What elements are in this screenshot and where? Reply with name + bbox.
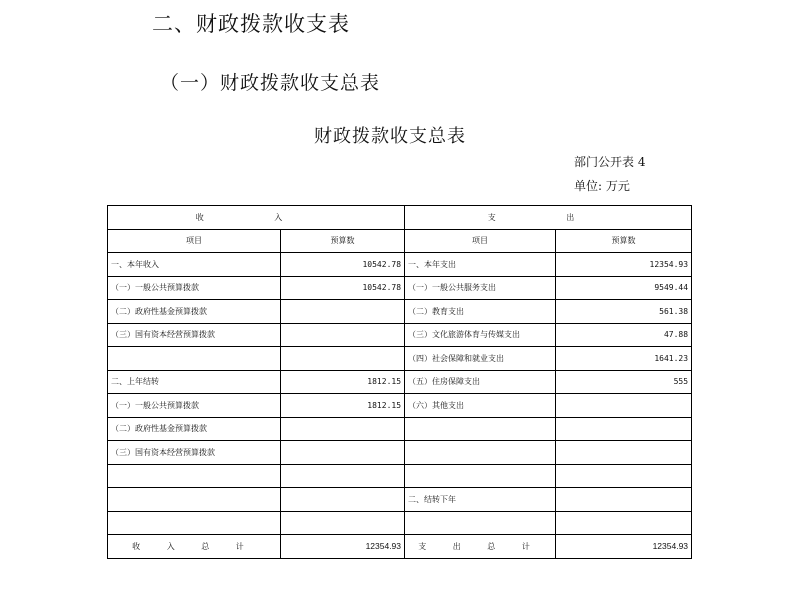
expense-value-cell: 561.38 bbox=[556, 300, 692, 324]
income-value-cell: 10542.78 bbox=[281, 276, 405, 300]
total-row bbox=[108, 535, 692, 559]
income-item-cell: 一、本年收入 bbox=[108, 253, 281, 277]
unit-label: 单位: 万元 bbox=[574, 179, 630, 193]
expense-item-cell: （四）社会保障和就业支出 bbox=[405, 347, 556, 371]
expense-item-cell bbox=[405, 511, 556, 535]
form-number: 部门公开表 4 bbox=[574, 155, 646, 169]
expense-total-label: 支 出 总 计 bbox=[405, 535, 556, 559]
expense-item-cell: （一）一般公共服务支出 bbox=[405, 276, 556, 300]
expense-value-cell: 12354.93 bbox=[556, 253, 692, 277]
table-row bbox=[108, 300, 692, 324]
expense-value-cell bbox=[556, 488, 692, 512]
section-heading: 二、财政拨款收支表 bbox=[152, 12, 350, 36]
income-header: 收 入 bbox=[108, 206, 405, 230]
expense-value-cell bbox=[556, 464, 692, 488]
income-item-cell: （三）国有资本经营预算拨款 bbox=[108, 323, 281, 347]
expense-item-cell: 一、本年支出 bbox=[405, 253, 556, 277]
income-total-value: 12354.93 bbox=[281, 535, 405, 559]
table-row bbox=[108, 276, 692, 300]
table-row bbox=[108, 464, 692, 488]
table-row bbox=[108, 441, 692, 465]
table-row bbox=[108, 347, 692, 371]
income-value-cell: 1812.15 bbox=[281, 370, 405, 394]
expense-item-cell: （二）教育支出 bbox=[405, 300, 556, 324]
income-value-cell: 10542.78 bbox=[281, 253, 405, 277]
budget-table bbox=[107, 205, 692, 559]
subsection-heading: （一）财政拨款收支总表 bbox=[160, 72, 381, 94]
expense-header: 支 出 bbox=[405, 206, 692, 230]
column-header-row bbox=[108, 229, 692, 253]
expense-item-header: 项目 bbox=[405, 229, 556, 253]
income-value-cell bbox=[281, 511, 405, 535]
income-item-cell bbox=[108, 464, 281, 488]
income-value-cell bbox=[281, 323, 405, 347]
income-total-label: 收 入 总 计 bbox=[108, 535, 281, 559]
income-item-cell bbox=[108, 488, 281, 512]
expense-value-cell: 9549.44 bbox=[556, 276, 692, 300]
expense-value-cell bbox=[556, 511, 692, 535]
income-item-header: 项目 bbox=[108, 229, 281, 253]
expense-item-cell bbox=[405, 417, 556, 441]
expense-value-cell: 47.88 bbox=[556, 323, 692, 347]
income-value-cell bbox=[281, 441, 405, 465]
expense-total-value: 12354.93 bbox=[556, 535, 692, 559]
income-item-cell bbox=[108, 511, 281, 535]
expense-value-cell: 555 bbox=[556, 370, 692, 394]
expense-item-cell bbox=[405, 464, 556, 488]
table-row bbox=[108, 488, 692, 512]
table-row bbox=[108, 323, 692, 347]
income-value-cell: 1812.15 bbox=[281, 394, 405, 418]
expense-budget-header: 预算数 bbox=[556, 229, 692, 253]
table-row bbox=[108, 511, 692, 535]
income-item-cell: （一）一般公共预算拨款 bbox=[108, 276, 281, 300]
table-title: 财政拨款收支总表 bbox=[314, 126, 466, 147]
income-item-cell: （一）一般公共预算拨款 bbox=[108, 394, 281, 418]
income-item-cell: （二）政府性基金预算拨款 bbox=[108, 417, 281, 441]
income-item-cell: 二、上年结转 bbox=[108, 370, 281, 394]
income-value-cell bbox=[281, 464, 405, 488]
expense-value-cell bbox=[556, 417, 692, 441]
expense-item-cell: 二、结转下年 bbox=[405, 488, 556, 512]
expense-item-cell: （五）住房保障支出 bbox=[405, 370, 556, 394]
income-item-cell: （二）政府性基金预算拨款 bbox=[108, 300, 281, 324]
header-row bbox=[108, 206, 692, 230]
table-row bbox=[108, 370, 692, 394]
table-row bbox=[108, 253, 692, 277]
expense-value-cell: 1641.23 bbox=[556, 347, 692, 371]
table-row bbox=[108, 394, 692, 418]
income-item-cell: （三）国有资本经营预算拨款 bbox=[108, 441, 281, 465]
income-value-cell bbox=[281, 300, 405, 324]
expense-item-cell: （六）其他支出 bbox=[405, 394, 556, 418]
expense-value-cell bbox=[556, 441, 692, 465]
income-value-cell bbox=[281, 417, 405, 441]
income-value-cell bbox=[281, 488, 405, 512]
expense-item-cell bbox=[405, 441, 556, 465]
income-item-cell bbox=[108, 347, 281, 371]
income-budget-header: 预算数 bbox=[281, 229, 405, 253]
table-row bbox=[108, 417, 692, 441]
expense-value-cell bbox=[556, 394, 692, 418]
expense-item-cell: （三）文化旅游体育与传媒支出 bbox=[405, 323, 556, 347]
income-value-cell bbox=[281, 347, 405, 371]
